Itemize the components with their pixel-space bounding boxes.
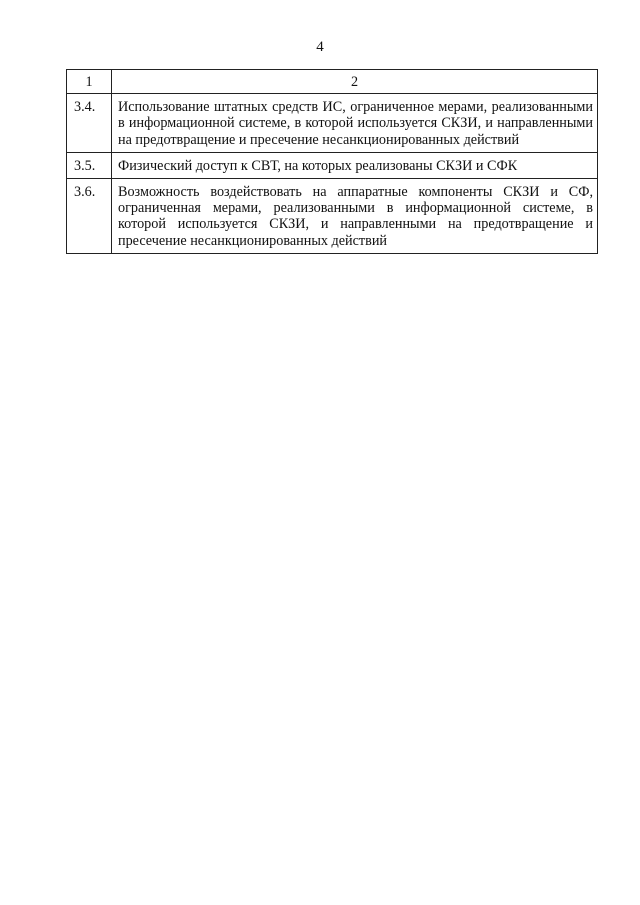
table-row (67, 152, 598, 178)
table-header-row (67, 70, 598, 94)
column-header-2: 2 (112, 70, 598, 94)
threat-table (66, 69, 598, 254)
column-header-1: 1 (67, 70, 112, 94)
page-number: 4 (316, 39, 324, 55)
row-number: 3.5. (67, 152, 112, 178)
row-text: Физический доступ к СВТ, на которых реализованы СКЗИ и СФК (112, 152, 598, 178)
row-number: 3.6. (67, 179, 112, 254)
table-row (67, 179, 598, 254)
table-row (67, 94, 598, 153)
row-text: Использование штатных средств ИС, ограниченное мерами, реализованными в информационной системе, в которой используется СКЗИ, и направленными на предотвращение и пресечение несанкционированных действий (112, 94, 598, 153)
row-number: 3.4. (67, 94, 112, 153)
row-text: Возможность воздействовать на аппаратные компоненты СКЗИ и СФ, ограниченная мерами, реализованными в информационной системе, в которой используется СКЗИ, и направленными на предотвращение и пресечение несанкционированных действий (112, 179, 598, 254)
